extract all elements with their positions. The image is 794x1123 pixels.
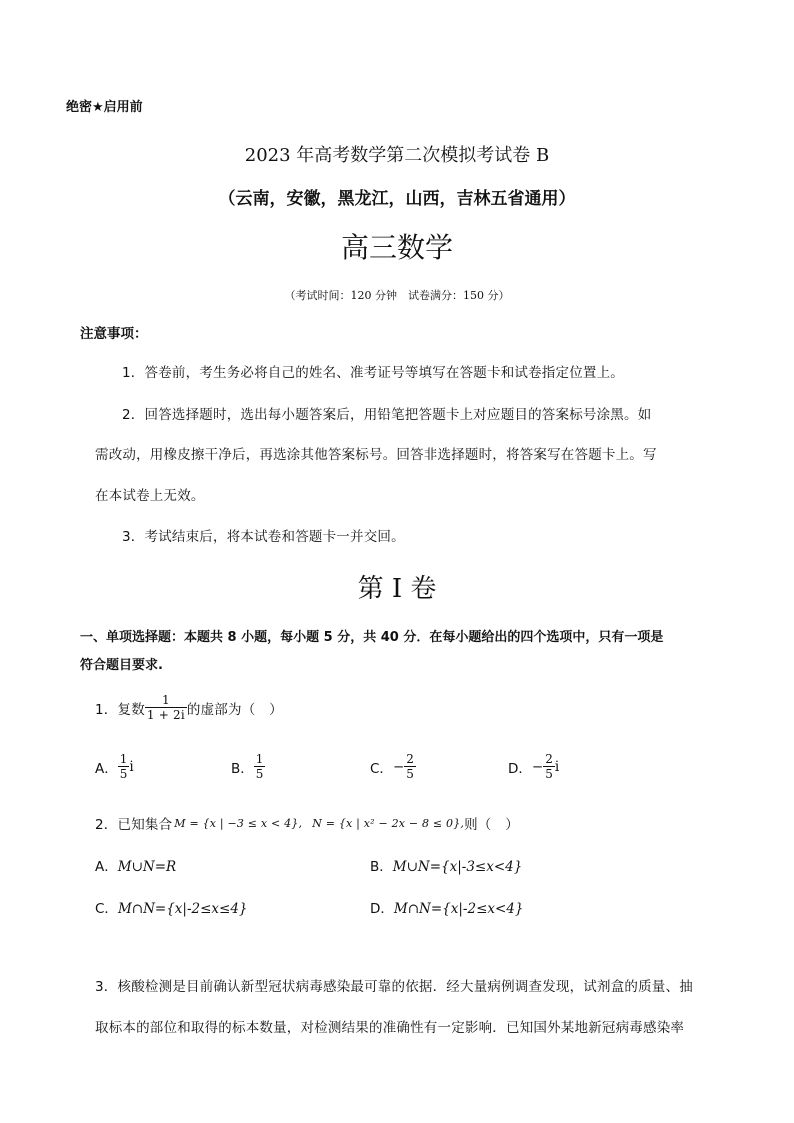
- question-2-prefix: 2．已知集合: [95, 817, 173, 833]
- question-2-option-b[interactable]: [370, 855, 522, 875]
- option-text: M∪N=R: [117, 859, 177, 875]
- exam-title: 2023 年高考数学第二次模拟考试卷 B: [244, 145, 550, 166]
- option-denominator: 5: [545, 767, 553, 781]
- option-numerator: 2: [545, 752, 553, 766]
- option-text: M∩N={x|-2≤x<4}: [393, 901, 524, 917]
- option-fraction: [254, 752, 266, 781]
- question-1-option-a[interactable]: [95, 752, 134, 781]
- question-3-line-1: 3．核酸检测是目前确认新型冠状病毒感染最可靠的依据．经大量病例调查发现，试剂盒的质量、抽: [95, 979, 693, 995]
- question-1-option-b[interactable]: [231, 752, 265, 781]
- notice-item-1: 1．答卷前，考生务必将自己的姓名、准考证号等填写在答题卡和试卷指定位置上。: [122, 365, 624, 381]
- option-denominator: 5: [119, 767, 128, 781]
- question-3-line-2: 取标本的部位和取得的标本数量，对检测结果的准确性有一定影响．已知国外某地新冠病毒感染率: [95, 1020, 685, 1036]
- option-label: B．: [370, 859, 393, 875]
- set-m: M = {x | −3 ≤ x < 4},: [174, 816, 303, 830]
- option-label: A．: [95, 760, 118, 777]
- option-tail: i: [554, 758, 560, 775]
- set-n: N = {x | x² − 2x − 8 ≤ 0},: [312, 816, 465, 830]
- question-1-numerator: 1: [161, 693, 170, 707]
- option-label: C．: [95, 901, 118, 917]
- question-2-suffix: 则（ ）: [464, 817, 519, 833]
- part1-instructions-line-1: 一、单项选择题：本题共 8 小题，每小题 5 分，共 40 分．在每小题给出的四个选项中，只有一项是: [80, 630, 664, 645]
- question-2-option-c[interactable]: [95, 897, 248, 917]
- question-1: [95, 693, 283, 722]
- option-numerator: 1: [119, 752, 128, 766]
- question-2-option-d[interactable]: [370, 897, 523, 917]
- exam-info: （考试时间：120 分钟 试卷满分：150 分）: [284, 289, 510, 302]
- option-fraction: [543, 752, 555, 781]
- question-1-suffix: 的虚部为（ ）: [186, 701, 283, 718]
- question-1-option-d[interactable]: [508, 752, 559, 781]
- question-2: [95, 813, 519, 833]
- option-sign: −: [392, 758, 405, 775]
- question-1-denominator: 1 + 2i: [146, 708, 185, 722]
- subject-title: 高三数学: [340, 231, 453, 264]
- option-numerator: 2: [406, 752, 414, 766]
- notice-heading: 注意事项：: [80, 326, 148, 342]
- question-1-option-c[interactable]: [370, 752, 416, 781]
- option-numerator: 1: [255, 752, 264, 766]
- option-denominator: 5: [406, 767, 414, 781]
- option-text: M∪N={x|-3≤x<4}: [392, 859, 523, 875]
- notice-item-2-line-3: 在本试卷上无效。: [95, 488, 205, 504]
- part1-instructions-line-2: 符合题目要求.: [80, 658, 163, 673]
- question-2-option-a[interactable]: [95, 855, 176, 875]
- option-label: C．: [370, 760, 393, 777]
- option-text: M∩N={x|-2≤x≤4}: [117, 901, 248, 917]
- option-tail: i: [129, 758, 134, 775]
- option-label: A．: [95, 859, 118, 875]
- question-1-prefix: 1．复数: [95, 701, 145, 718]
- notice-item-3: 3．考试结束后，将本试卷和答题卡一并交回。: [122, 529, 405, 545]
- option-label: B．: [231, 760, 254, 777]
- secret-label: 绝密★启用前: [66, 100, 143, 115]
- option-denominator: 5: [255, 767, 264, 781]
- exam-subtitle: （云南，安徽，黑龙江，山西，吉林五省通用）: [218, 189, 576, 209]
- question-1-fraction: [145, 693, 187, 722]
- volume-title: 第 I 卷: [357, 574, 437, 604]
- option-fraction: [404, 752, 416, 781]
- option-sign: −: [531, 758, 544, 775]
- notice-item-2-line-2: 需改动，用橡皮擦干净后，再选涂其他答案标号。回答非选择题时，将答案写在答题卡上。写: [95, 447, 657, 463]
- option-label: D．: [370, 901, 394, 917]
- option-fraction: [118, 752, 130, 781]
- notice-item-2-line-1: 2．回答选择题时，选出每小题答案后，用铅笔把答题卡上对应题目的答案标号涂黑。如: [122, 407, 652, 423]
- option-label: D．: [508, 760, 532, 777]
